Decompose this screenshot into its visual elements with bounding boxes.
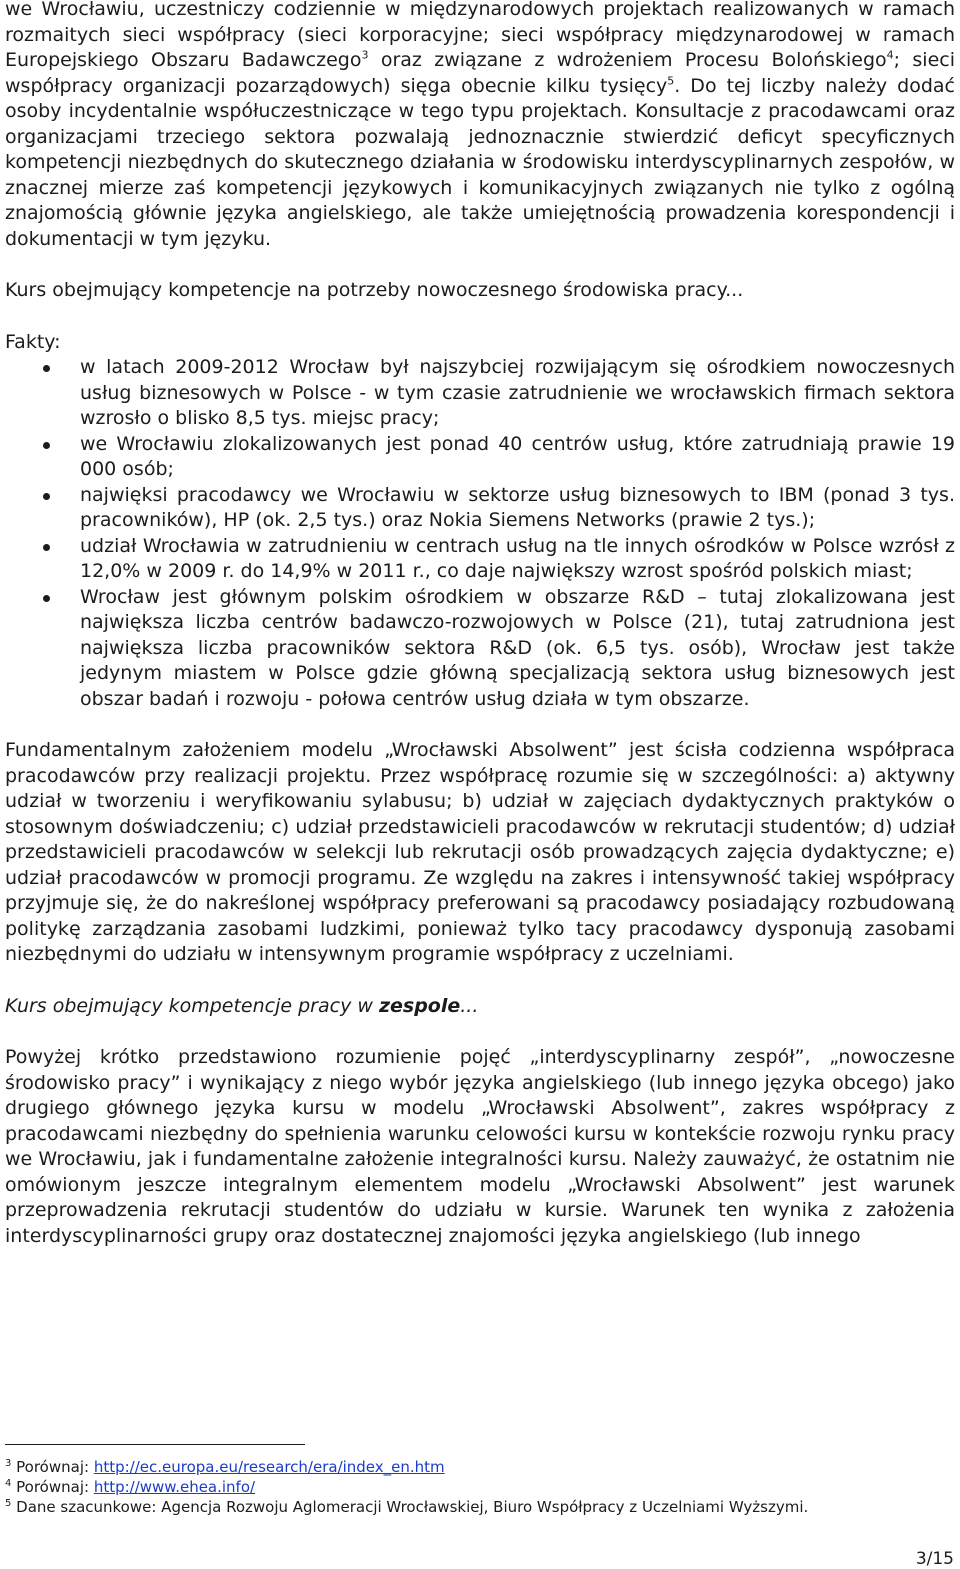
fact-item: najwięksi pracodawcy we Wrocławiu w sektorze usług biznesowych to IBM (ponad 3 tys. pracowników), HP (ok. 2,5 tys.) oraz Nokia Siemens Networks (prawie 2 tys.);: [5, 483, 955, 534]
page-number: 3/15: [915, 1549, 954, 1569]
bullet-icon: [43, 544, 50, 551]
footnote-divider: [5, 1444, 305, 1445]
bullet-icon: [43, 442, 50, 449]
footnote-5: $^5$ Dane szacunkowe: Agencja Rozwoju Aglomeracji Wrocławskiej, Biuro Współpracy z Uczelniami Wyższymi.: [5, 1498, 809, 1516]
footnote-ref-5[interactable]: 5: [667, 74, 675, 88]
document-body: [5, 0, 955, 1249]
bullet-icon: [43, 595, 50, 602]
fact-item: udział Wrocławia w zatrudnieniu w centrach usług na tle innych ośrodków w Polsce wzrósł z 12,0% w 2009 r. do 14,9% w 2011 r., co daje największy wzrost spośród polskich miast;: [5, 534, 955, 585]
section-heading-teamwork: Kurs obejmujący kompetencje pracy w zespole...: [5, 994, 479, 1017]
footnote-ref-3[interactable]: 3: [361, 48, 369, 62]
facts-list: [5, 355, 955, 712]
paragraph-summary: Powyżej krótko przedstawiono rozumienie pojęć „interdyscyplinarny zespół”, „nowoczesne środowisko pracy” i wynikający z niego wybór języka angielskiego (lub innego języka obcego) jako drugiego głównego języka kursu w modelu „Wrocławski Absolwent”, zakres współpracy z pracodawcami niezbędny do spełnienia warunku celowości kursu w kontekście rozwoju rynku pracy we Wrocławiu, jak i fundamentalne założenie integralności kursu. Należy zauważyć, że ostatnim nie omówionym jeszcze integralnym elementem modelu „Wrocławski Absolwent” jest warunek przeprowadzenia rekrutacji studentów do udziału w kursie. Warunek ten wynika z założenia interdyscyplinarności grupy oraz dostatecznej znajomości języka angielskiego (lub innego: [5, 1046, 955, 1247]
bullet-icon: [43, 365, 50, 372]
paragraph-employer-cooperation: Fundamentalnym założeniem modelu „Wrocławski Absolwent” jest ścisła codzienna współpraca pracodawców przy realizacji projektu. Przez współpracę rozumie się w szczególności: a) aktywny udział w tworzeniu i weryfikowaniu sylabusu; b) udział w zajęciach dydaktycznych praktyków o stosownym doświadczeniu; c) udział przedstawicieli pracodawców w rekrutacji studentów; d) udział przedstawicieli pracodawców w selekcji lub rekrutacji osób prowadzących zajęcia dydaktyczne; e) udział pracodawców w promocji programu. Ze względu na zakres i intensywność takiej współpracy przyjmuje się, że do nakreślonej współpracy preferowani są pracodawcy posiadający rozbudowaną politykę zarządzania zasobami ludzkimi, ponieważ tylko tacy pracodawcy dysponują zasobami niezbędnymi do udziału w intensywnym programie współpracy z uczelniami.: [5, 739, 955, 965]
facts-label: Fakty:: [5, 330, 61, 353]
fact-item: Wrocław jest głównym polskim ośrodkiem w obszarze R&D – tutaj zlokalizowana jest największa liczba centrów badawczo-rozwojowych w Polsce (21), tutaj zatrudniona jest największa liczba pracowników sektora R&D (ok. 6,5 tys. osób), Wrocław jest także jedynym miastem w Polsce gdzie główną specjalizacją sektora usług biznesowych jest obszar badań i rozwoju - połowa centrów usług działa w tym obszarze.: [5, 585, 955, 713]
footnote-link-ehea[interactable]: http://www.ehea.info/: [93, 1478, 256, 1496]
bullet-icon: [43, 493, 50, 500]
section-heading-modern-workplace: Kurs obejmujący kompetencje na potrzeby nowoczesnego środowiska pracy...: [5, 279, 744, 301]
footnote-4: $^4$ Porównaj: http://www.ehea.info/: [5, 1478, 256, 1496]
footnote-ref-4[interactable]: 4: [886, 48, 894, 62]
footnote-3: $^3$ Porównaj: http://ec.europa.eu/research/era/index_en.htm: [5, 1458, 445, 1476]
paragraph-intro: we Wrocławiu, uczestniczy codziennie w międzynarodowych projektach realizowanych w ramach rozmaitych sieci współpracy (sieci korporacyjne; sieci współpracy międzynarodowej w ramach Europejskiego Obszaru Badawczego$^3$ oraz związane z wdrożeniem Procesu Bolońskiego$^4$; sieci współpracy organizacji pozarządowych) sięga obecnie kilku tysięcy$^5$. Do tej liczby należy dodać osoby incydentalnie współuczestniczące w tego typu projektach. Konsultacje z pracodawcami oraz organizacjami trzeciego sektora pozwalają jednoznacznie stwierdzić deficyt specyficznych kompetencji niezbędnych do skutecznego działania w środowisku interdyscyplinarnych zespołów, w znacznej mierze zaś kompetencji językowych i komunikacyjnych związanych nie tylko z ogólną znajomością głównie języka angielskiego, ale także umiejętnością prowadzenia korespondencji i dokumentacji w tym języku.: [5, 0, 955, 250]
footnote-link-era[interactable]: http://ec.europa.eu/research/era/index_en.htm: [93, 1458, 445, 1476]
fact-item: we Wrocławiu zlokalizowanych jest ponad 40 centrów usług, które zatrudniają prawie 19 000 osób;: [5, 432, 955, 483]
fact-item: w latach 2009-2012 Wrocław był najszybciej rozwijającym się ośrodkiem nowoczesnych usług biznesowych w Polsce - w tym czasie zatrudnienie we wrocławskich firmach sektora wzrosło o blisko 8,5 tys. miejsc pracy;: [5, 355, 955, 432]
